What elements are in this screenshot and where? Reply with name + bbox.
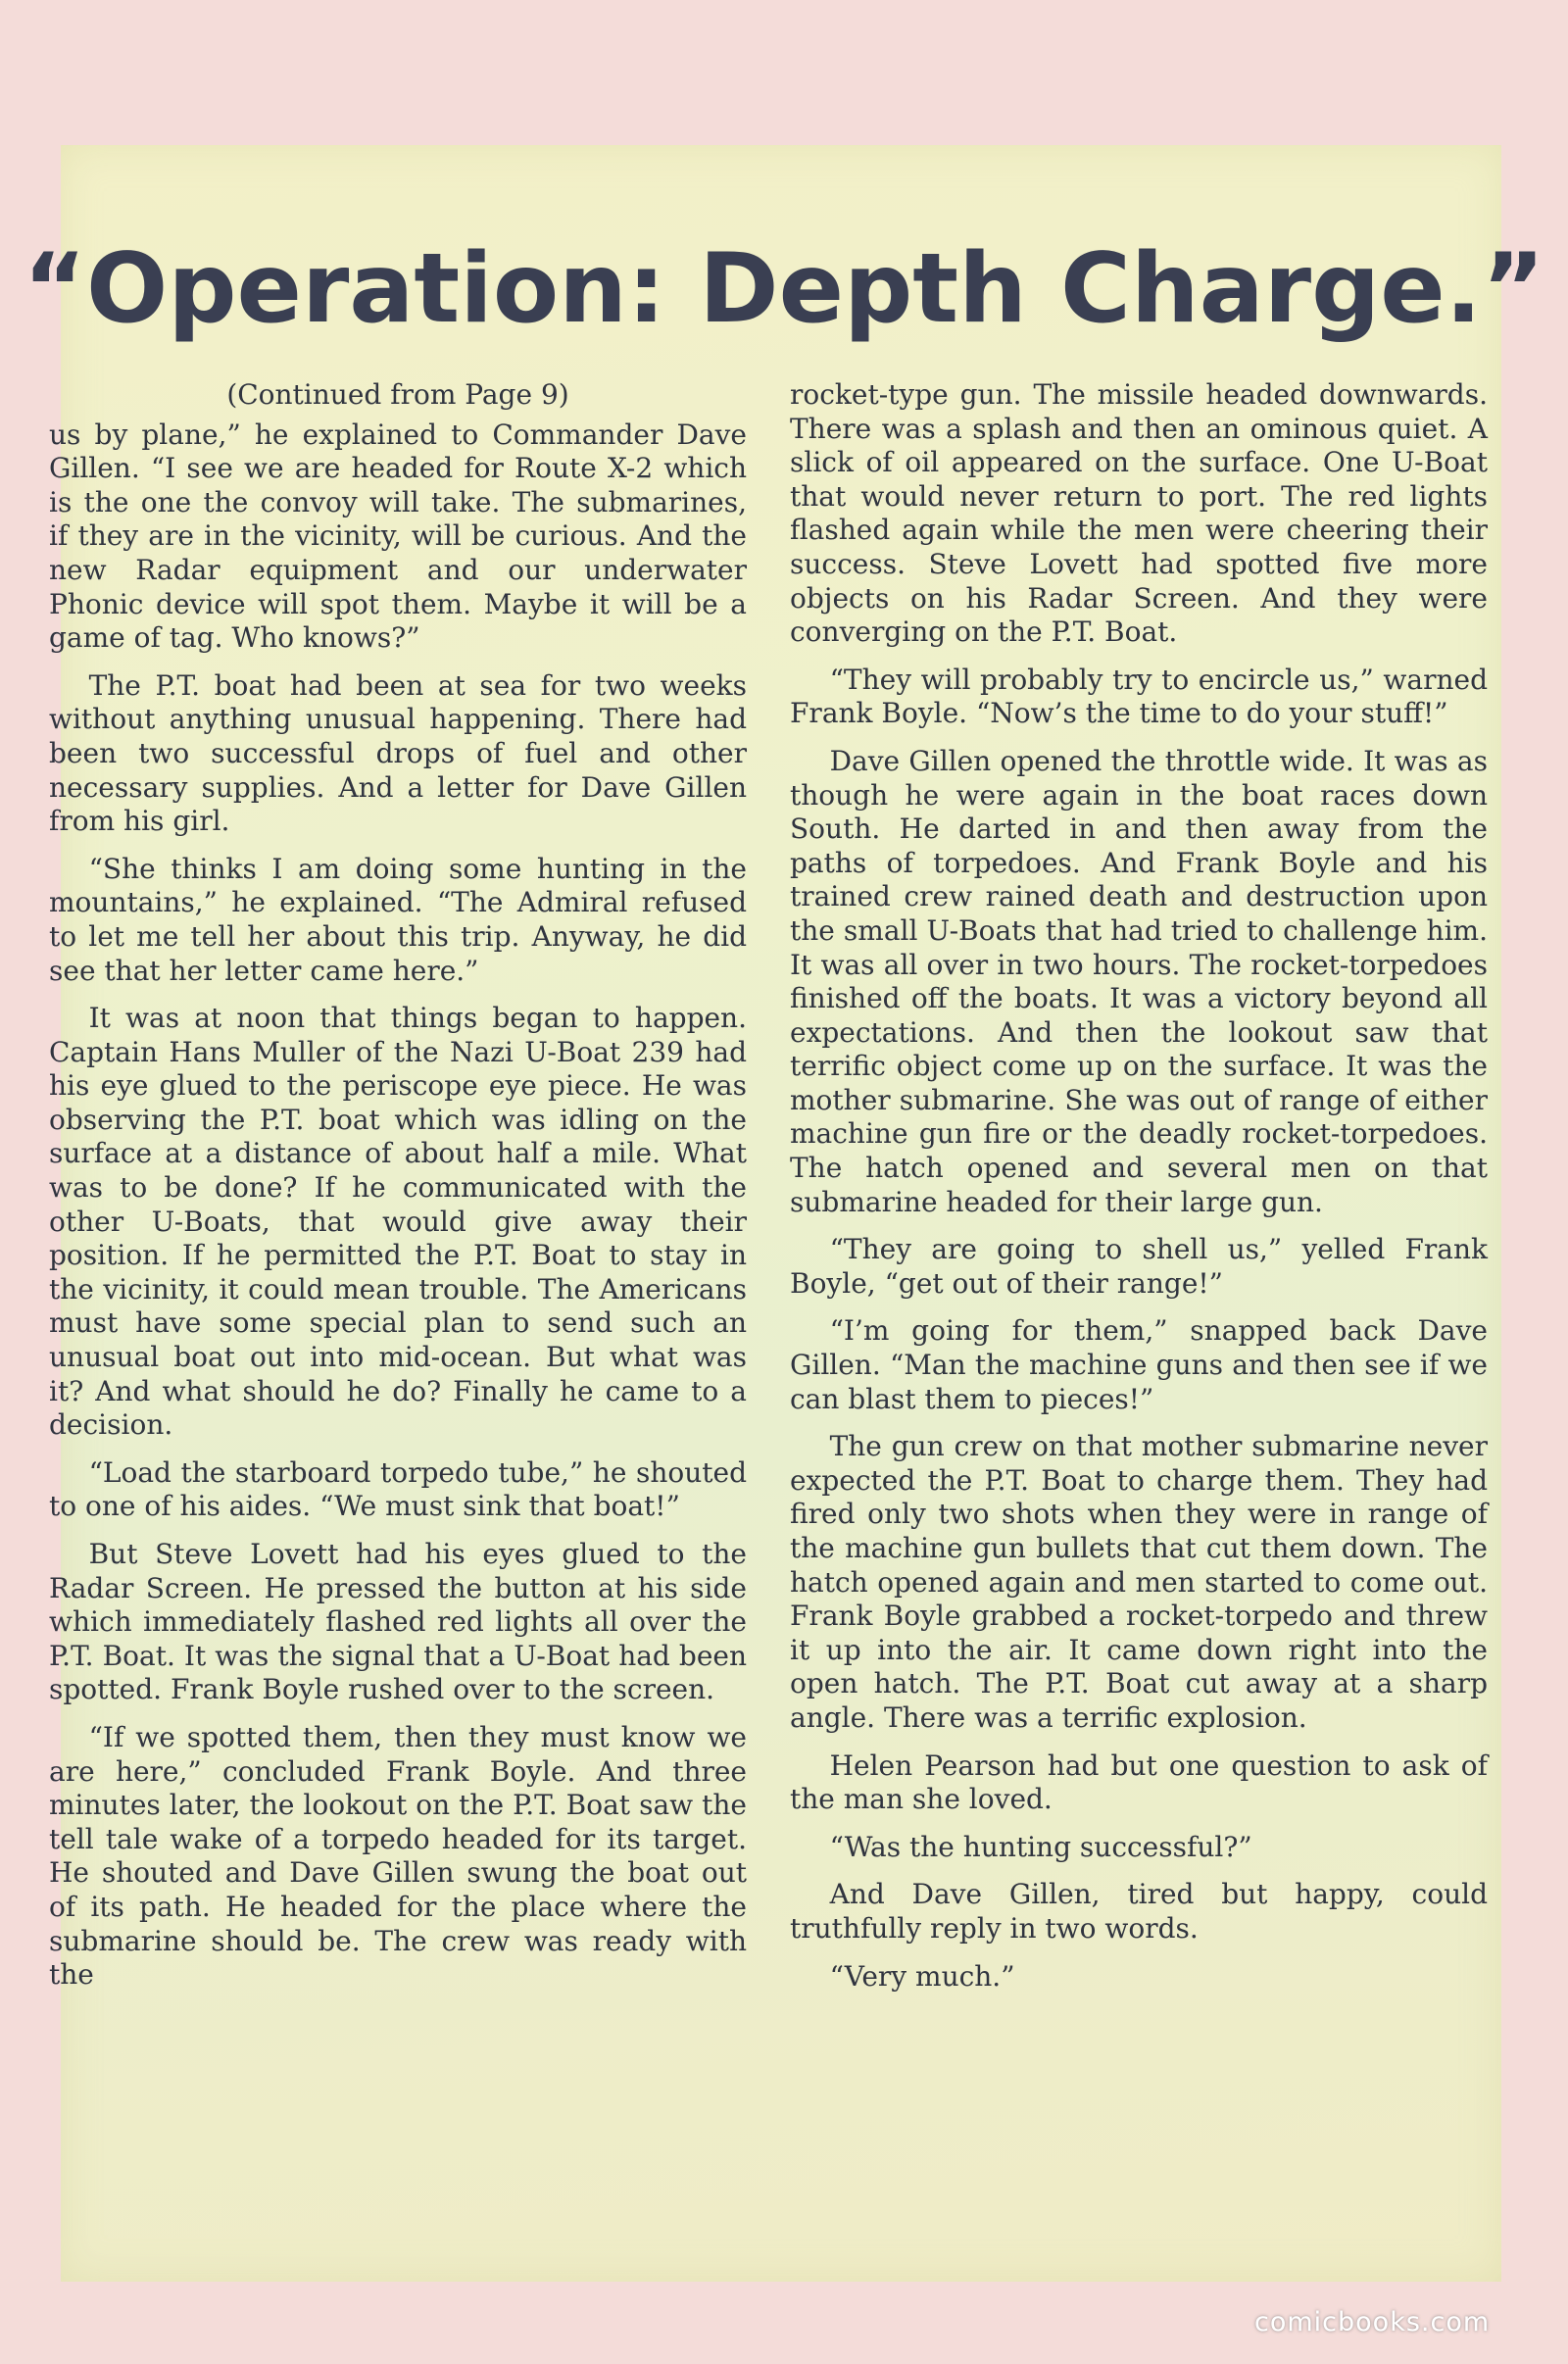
paragraph: “They are going to shell us,” yelled Frank Boyle, “get out of their range!” <box>790 1233 1488 1300</box>
paragraph: And Dave Gillen, tired but happy, could truthfully reply in two words. <box>790 1878 1488 1945</box>
paragraph: But Steve Lovett had his eyes glued to the Radar Screen. He pressed the button at his side which immediately flashed red lights all over the P.T. Boat. It was the signal that a U-Boat had been spotted. Frank Boyle rushed over to the screen. <box>49 1538 747 1706</box>
paragraph: “She thinks I am doing some hunting in the mountains,” he explained. “The Admiral refused to let me tell her about this trip. Anyway, he did see that her letter came here.” <box>49 852 747 987</box>
paragraph: “Was the hunting successful?” <box>829 1830 1252 1863</box>
paragraph: “If we spotted them, then they must know we are here,” concluded Frank Boyle. And three minutes later, the lookout on the P.T. Boat saw the tell tale wake of a torpedo headed for its target. He shouted and Dave Gillen swung the boat out of its path. He headed for the place where the submarine should be. The crew was ready with the <box>49 1720 747 1992</box>
paragraph: rocket-type gun. The missile headed downwards. There was a splash and then an ominous quiet. A slick of oil appeared on the surface. One U-Boat that would never return to port. The red lights flashed again while the men were cheering their success. Steve Lovett had spotted five more objects on his Radar Screen. And they were converging on the P.T. Boat. <box>790 378 1488 649</box>
right-column <box>790 378 1488 2007</box>
site-watermark: comicbooks.com <box>1254 2307 1491 2338</box>
paragraph: “Very much.” <box>829 1959 1015 1993</box>
paragraph: Helen Pearson had but one question to ask of the man she loved. <box>790 1748 1488 1816</box>
paragraph: us by plane,” he explained to Commander Dave Gillen. “I see we are headed for Route X-2 which is the one the convoy will take. The submarines, if they are in the vicinity, will be curious. And the new Radar equipment and our underwater Phonic device will spot them. Maybe it will be a game of tag. Who knows?” <box>49 418 747 655</box>
left-column <box>49 378 747 2006</box>
paragraph: The P.T. boat had been at sea for two weeks without anything unusual happening. There had been two successful drops of fuel and other necessary supplies. And a letter for Dave Gillen from his girl. <box>49 668 747 838</box>
paragraph: Dave Gillen opened the throttle wide. It was as though he were again in the boat races down South. He darted in and then away from the paths of torpedoes. And Frank Boyle and his trained crew rained death and destruction upon the small U-Boats that had tried to challenge him. It was all over in two hours. The rocket-torpedoes finished off the boats. It was a victory beyond all expectations. And then the lookout saw that terrific object come up on the surface. It was the mother submarine. She was out of range of either machine gun fire or the deadly rocket-torpedoes. The hatch opened and several men on that submarine headed for their large gun. <box>790 744 1488 1218</box>
paragraph: It was at noon that things began to happen. Captain Hans Muller of the Nazi U-Boat 239 had his eye glued to the periscope eye piece. He was observing the P.T. boat which was idling on the surface at a distance of about half a mile. What was to be done? If he communicated with the other U-Boats, that would give away their position. If he permitted the P.T. Boat to stay in the vicinity, it could mean trouble. The Americans must have some special plan to send such an unusual boat out into mid-ocean. But what was it? And what should he do? Finally he came to a decision. <box>49 1002 747 1442</box>
paragraph: The gun crew on that mother submarine never expected the P.T. Boat to charge them. They had fired only two shots when they were in range of the machine gun bullets that cut them down. The hatch opened again and men started to come out. Frank Boyle grabbed a rocket-torpedo and threw it up into the air. It came down right into the open hatch. The P.T. Boat cut away at a sharp angle. There was a terrific explosion. <box>790 1430 1488 1734</box>
paragraph: “Load the starboard torpedo tube,” he shouted to one of his aides. “We must sink that boat!” <box>49 1455 747 1523</box>
page-title: “Operation: Depth Charge.” <box>23 233 1545 345</box>
continued-note: (Continued from Page 9) <box>226 378 569 411</box>
paragraph: “They will probably try to encircle us,” warned Frank Boyle. “Now’s the time to do your stuff!” <box>790 663 1488 730</box>
paragraph: “I’m going for them,” snapped back Dave Gillen. “Man the machine guns and then see if we can blast them to pieces!” <box>790 1314 1488 1415</box>
